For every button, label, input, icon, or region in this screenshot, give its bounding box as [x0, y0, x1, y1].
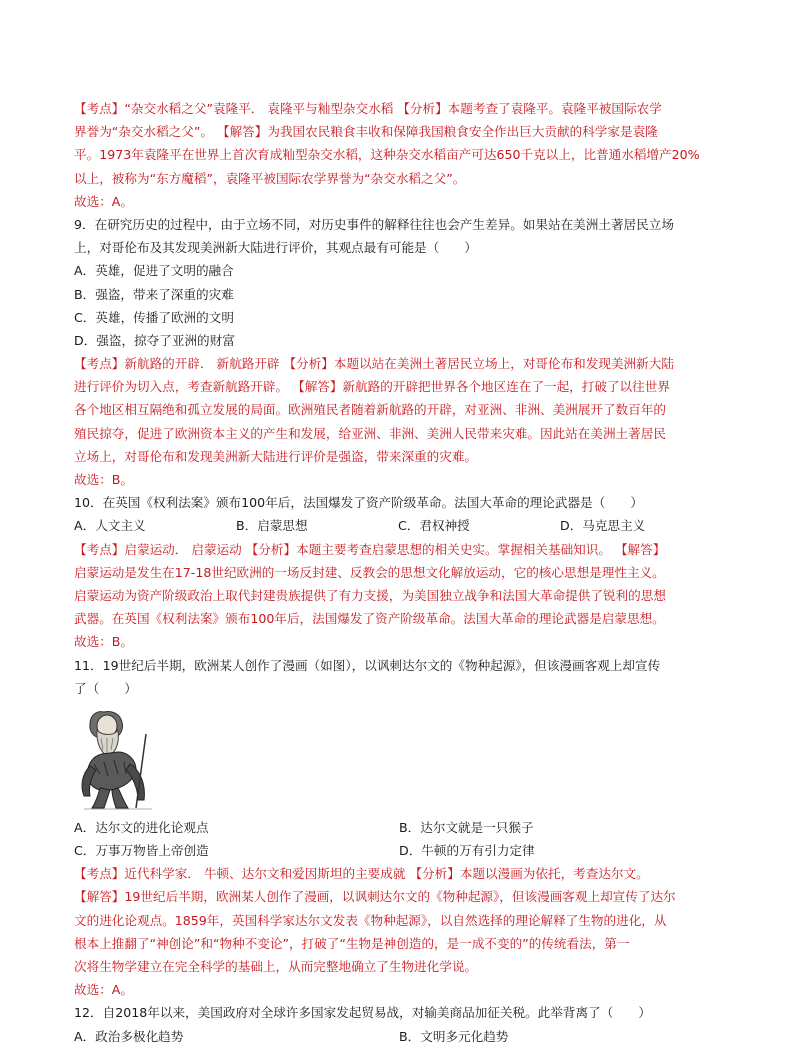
- q9-stem-line: 上，对哥伦布及其发现美洲新大陆进行评价，其观点最有可能是（ ）: [74, 240, 477, 256]
- q11-analysis-line: 文的进化论观点。1859年，英国科学家达尔文发表《物种起源》，以自然选择的理论解释了生物的进化，从: [74, 912, 667, 928]
- q9-analysis-line: 立场上，对哥伦布和发现美洲新大陆进行评价是强盗，带来深重的灾难。: [74, 448, 477, 464]
- q9-analysis-line: 各个地区相互隔绝和孤立发展的局面。欧洲殖民者随着新航路的开辟，对亚洲、非洲、美洲展开了数百年的: [74, 402, 666, 418]
- q11-analysis-line: 次将生物学建立在完全科学的基础上，从而完整地确立了生物进化学说。: [74, 959, 477, 974]
- q12-option-a: A．政治多极化趋势: [74, 1028, 184, 1044]
- document-page: [74, 97, 724, 1048]
- q11-analysis-line: 【解答】19世纪后半期，欧洲某人创作了漫画，以讽刺达尔文的《物种起源》，但该漫画客观上却宣传了达尔: [74, 889, 676, 905]
- q9-analysis-line: 【考点】新航路的开辟． 新航路开辟 【分析】本题以站在美洲土著居民立场上，对哥伦布和发现美洲新大陆: [74, 356, 674, 372]
- q11-options-row2: [74, 839, 724, 862]
- q11-result: 故选：A。: [74, 982, 133, 998]
- q9-analysis-line: 殖民掠夺，促进了欧洲资本主义的产生和发展，给亚洲、非洲、美洲人民带来灾难。因此站在美洲土著居民: [74, 425, 666, 441]
- q10-option-c: C．君权神授: [398, 518, 470, 534]
- q11-options-row1: [74, 816, 724, 839]
- q11-option-a: A．达尔文的进化论观点: [74, 819, 209, 835]
- q10-option-b: B．启蒙思想: [236, 518, 308, 534]
- q10-stem-line: 10．在英国《权利法案》颁布100年后，法国爆发了资产阶级革命。法国大革命的理论武器是（ ）: [74, 495, 644, 511]
- q11-stem-line: 了（ ）: [74, 680, 137, 696]
- q12-options-row1: [74, 1025, 724, 1048]
- q9-option-c: C．英雄，传播了欧洲的文明: [74, 309, 234, 325]
- q9-stem-line: 9．在研究历史的过程中，由于立场不同，对历史事件的解释往往也会产生差异。如果站在美洲土著居民立场: [74, 216, 674, 232]
- q9-result: 故选：B。: [74, 472, 134, 487]
- q8-analysis-line: 界誉为“杂交水稻之父”。 【解答】为我国农民粮食丰收和保障我国粮食安全作出巨大贡献的科学家是袁隆: [74, 124, 658, 140]
- q10-option-d: D．马克思主义: [560, 518, 646, 534]
- q8-analysis-line: 【考点】“杂交水稻之父”袁隆平． 袁隆平与籼型杂交水稻 【分析】本题考查了袁隆平。袁隆平被国际农学: [74, 101, 662, 116]
- q8-analysis-line: 平。1973年袁隆平在世界上首次育成籼型杂交水稻，这种杂交水稻亩产可达650千克以上，比普通水稻增产20%: [74, 147, 700, 163]
- q11-option-d: D．牛顿的万有引力定律: [399, 843, 535, 859]
- q11-stem-line: 11．19世纪后半期，欧洲某人创作了漫画（如图），以讽刺达尔文的《物种起源》，但该漫画客观上却宣传: [74, 657, 661, 673]
- q10-analysis-line: 启蒙运动是发生在17-18世纪欧洲的一场反封建、反教会的思想文化解放运动，它的核心思想是理性主义。: [74, 564, 665, 580]
- q12-option-b: B．文明多元化趋势: [399, 1028, 509, 1044]
- q10-analysis-line: 武器。在英国《权利法案》颁布100年后，法国爆发了资产阶级革命。法国大革命的理论武器是启蒙思想。: [74, 611, 665, 627]
- q8-result: 故选：A。: [74, 193, 133, 209]
- darwin-ape-illustration: [74, 704, 160, 812]
- darwin-cartoon-image: [74, 704, 724, 812]
- q10-options: [74, 514, 724, 537]
- q9-option-b: B．强盗，带来了深重的灾难: [74, 286, 234, 302]
- q11-option-b: B．达尔文就是一只猴子: [399, 819, 534, 835]
- q11-analysis-line: 根本上推翻了“神创论”和“物种不变论”，打破了“生物是神创造的，是一成不变的”的传统看法，第一: [74, 935, 630, 951]
- q10-analysis-line: 启蒙运动为资产阶级政治上取代封建贵族提供了有力支援，为美国独立战争和法国大革命提供了锐利的思想: [74, 587, 666, 603]
- q10-option-a: A．人文主义: [74, 518, 146, 534]
- q9-option-d: D．强盗，掠夺了亚洲的财富: [74, 332, 235, 348]
- q9-analysis-line: 进行评价为切入点，考查新航路开辟。 【解答】新航路的开辟把世界各个地区连在了一起，打破了以往世界: [74, 379, 670, 395]
- q9-option-a: A．英雄，促进了文明的融合: [74, 263, 234, 279]
- q8-analysis-line: 以上，被称为“东方魔稻”，袁隆平被国际农学界誉为“杂交水稻之父”。: [74, 170, 466, 186]
- q10-result: 故选：B。: [74, 634, 134, 650]
- q12-stem-line: 12．自2018年以来，美国政府对全球许多国家发起贸易战，对输美商品加征关税。此举背离了（ ）: [74, 1005, 652, 1021]
- q11-analysis-line: 【考点】近代科学家． 牛顿、达尔文和爱因斯坦的主要成就 【分析】本题以漫画为依托，考查达尔文。: [74, 866, 649, 882]
- q10-analysis-line: 【考点】启蒙运动． 启蒙运动 【分析】本题主要考查启蒙思想的相关史实。掌握相关基础知识。 【解答】: [74, 541, 666, 557]
- q11-option-c: C．万事万物皆上帝创造: [74, 843, 209, 859]
